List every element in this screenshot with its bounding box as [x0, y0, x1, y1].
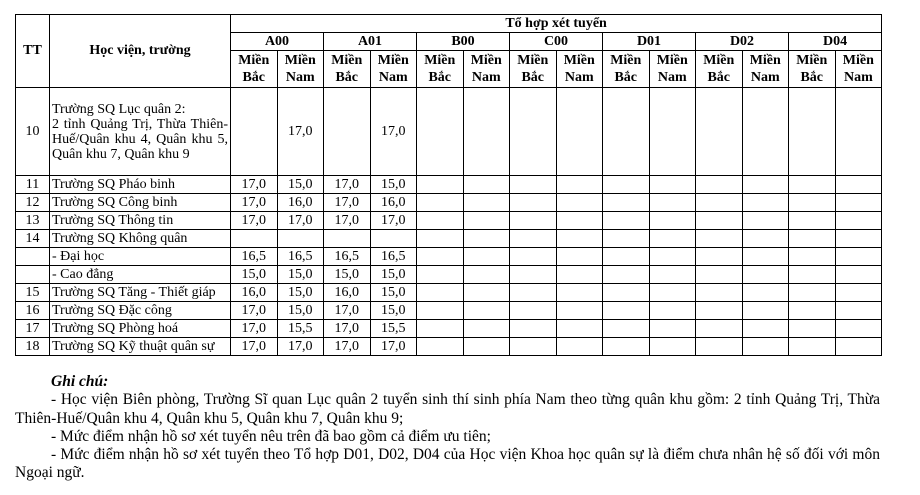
score-cell: 15,0: [370, 176, 417, 194]
score-cell: [324, 230, 371, 248]
score-cell: [789, 284, 836, 302]
row-index: 12: [16, 194, 50, 212]
row-index: 17: [16, 320, 50, 338]
score-cell: 17,0: [370, 212, 417, 230]
row-index: 18: [16, 338, 50, 356]
header-d02-south: Miền Nam: [742, 51, 789, 88]
header-d04-south: Miền Nam: [835, 51, 882, 88]
header-d01-south: Miền Nam: [649, 51, 696, 88]
score-cell: [556, 230, 603, 248]
score-cell: [603, 338, 650, 356]
score-cell: 17,0: [324, 212, 371, 230]
score-cell: 17,0: [231, 176, 278, 194]
score-cell: [417, 302, 464, 320]
table-body: [16, 88, 882, 356]
score-cell: 15,0: [277, 284, 324, 302]
score-cell: [649, 338, 696, 356]
score-cell: [417, 88, 464, 176]
score-cell: [603, 302, 650, 320]
score-cell: [510, 284, 557, 302]
score-cell: [696, 212, 743, 230]
note-item: - Mức điểm nhận hồ sơ xét tuyển nêu trên đã bao gồm cả điểm ưu tiên;: [51, 427, 491, 445]
header-combo-a00: A00: [231, 33, 324, 51]
score-cell: [463, 88, 510, 176]
score-cell: [649, 176, 696, 194]
score-cell: 16,5: [231, 248, 278, 266]
score-cell: [556, 176, 603, 194]
score-cell: [835, 302, 882, 320]
header-b00-south: Miền Nam: [463, 51, 510, 88]
header-a01-north: Miền Bắc: [324, 51, 371, 88]
table-row: [16, 88, 882, 176]
score-cell: [835, 338, 882, 356]
score-cell: [463, 338, 510, 356]
score-cell: [556, 302, 603, 320]
header-d01-north: Miền Bắc: [603, 51, 650, 88]
row-index: [16, 266, 50, 284]
score-cell: 16,5: [277, 248, 324, 266]
score-cell: [556, 88, 603, 176]
score-cell: [789, 320, 836, 338]
score-cell: 17,0: [324, 194, 371, 212]
score-cell: [603, 230, 650, 248]
score-cell: [835, 230, 882, 248]
table-row: [16, 284, 882, 302]
score-cell: 17,0: [324, 338, 371, 356]
score-cell: [510, 302, 557, 320]
score-cell: [370, 230, 417, 248]
score-cell: 17,0: [231, 338, 278, 356]
table-header: [16, 15, 882, 88]
header-combo-d04: D04: [789, 33, 882, 51]
score-cell: [603, 194, 650, 212]
score-cell: [463, 320, 510, 338]
header-combo-b00: B00: [417, 33, 510, 51]
score-cell: [789, 248, 836, 266]
score-cell: 15,0: [277, 176, 324, 194]
score-cell: [835, 248, 882, 266]
header-combo-a01: A01: [324, 33, 417, 51]
score-cell: [835, 320, 882, 338]
score-cell: [696, 338, 743, 356]
header-d04-north: Miền Bắc: [789, 51, 836, 88]
score-cell: [742, 320, 789, 338]
score-cell: [603, 284, 650, 302]
institution-name: - Đại học: [50, 248, 231, 266]
table-row: [16, 194, 882, 212]
score-cell: [556, 194, 603, 212]
score-cell: [742, 212, 789, 230]
row-index: [16, 248, 50, 266]
score-cell: [742, 266, 789, 284]
score-cell: 17,0: [231, 302, 278, 320]
score-cell: [277, 230, 324, 248]
score-cell: [556, 320, 603, 338]
score-cell: [603, 176, 650, 194]
table-row: [16, 212, 882, 230]
score-cell: [649, 320, 696, 338]
score-cell: [556, 284, 603, 302]
score-cell: [789, 338, 836, 356]
score-cell: 16,0: [231, 284, 278, 302]
score-cell: [789, 212, 836, 230]
score-cell: 15,0: [324, 266, 371, 284]
header-d02-north: Miền Bắc: [696, 51, 743, 88]
score-cell: [417, 176, 464, 194]
score-cell: [789, 230, 836, 248]
score-cell: [835, 88, 882, 176]
score-cell: [742, 88, 789, 176]
score-cell: [696, 320, 743, 338]
score-cell: [556, 212, 603, 230]
score-cell: [696, 194, 743, 212]
score-cell: 17,0: [231, 194, 278, 212]
score-cell: 15,0: [370, 266, 417, 284]
institution-name: Trường SQ Tăng - Thiết giáp: [50, 284, 231, 302]
score-cell: [835, 194, 882, 212]
score-cell: [556, 266, 603, 284]
institution-name: Trường SQ Không quân: [50, 230, 231, 248]
score-cell: [649, 194, 696, 212]
score-cell: [556, 248, 603, 266]
score-cell: [231, 88, 278, 176]
score-cell: [231, 230, 278, 248]
score-cell: [742, 176, 789, 194]
score-cell: [603, 320, 650, 338]
score-cell: [463, 266, 510, 284]
score-cell: [789, 88, 836, 176]
score-cell: 17,0: [277, 88, 324, 176]
score-cell: [649, 212, 696, 230]
score-cell: [742, 194, 789, 212]
score-cell: [696, 248, 743, 266]
score-cell: 15,5: [370, 320, 417, 338]
score-cell: [324, 88, 371, 176]
row-index: 15: [16, 284, 50, 302]
row-index: 11: [16, 176, 50, 194]
score-cell: [417, 338, 464, 356]
score-cell: [742, 302, 789, 320]
score-cell: [510, 266, 557, 284]
row-index: 13: [16, 212, 50, 230]
table-row: [16, 248, 882, 266]
score-cell: [603, 88, 650, 176]
score-cell: [696, 230, 743, 248]
institution-name: Trường SQ Pháo binh: [50, 176, 231, 194]
score-cell: [742, 230, 789, 248]
score-cell: [835, 176, 882, 194]
score-cell: [696, 266, 743, 284]
score-cell: 17,0: [324, 320, 371, 338]
score-cell: [696, 88, 743, 176]
row-index: 16: [16, 302, 50, 320]
header-a00-north: Miền Bắc: [231, 51, 278, 88]
score-cell: [649, 88, 696, 176]
institution-name-line: 2 tỉnh Quảng Trị, Thừa Thiên-Huế/Quân khu 4, Quân khu 5, Quân khu 7, Quân khu 9: [52, 116, 228, 162]
score-cell: 16,0: [370, 194, 417, 212]
score-cell: [789, 176, 836, 194]
score-cell: 15,5: [277, 320, 324, 338]
score-cell: [649, 230, 696, 248]
score-cell: [463, 194, 510, 212]
header-institution: Học viện, trường: [50, 15, 231, 88]
score-cell: 15,0: [370, 302, 417, 320]
note-item: - Mức điểm nhận hồ sơ xét tuyển theo Tổ hợp D01, D02, D04 của Học viện Khoa học quân sự là điểm chưa nhân hệ số đối với môn Ngoại ngữ.: [15, 446, 880, 482]
header-a00-south: Miền Nam: [277, 51, 324, 88]
score-cell: [417, 194, 464, 212]
header-a01-south: Miền Nam: [370, 51, 417, 88]
score-cell: [463, 176, 510, 194]
score-cell: 17,0: [231, 320, 278, 338]
notes-title: Ghi chú:: [51, 373, 109, 390]
note-item: - Học viện Biên phòng, Trường Sĩ quan Lục quân 2 tuyển sinh thí sinh phía Nam theo từng quân khu gồm: 2 tỉnh Quảng Trị, Thừa Thiên-Huế/Quân khu 4, Quân khu 5, Quân khu 7, Quân khu 9;: [15, 391, 880, 427]
score-cell: [417, 248, 464, 266]
header-c00-south: Miền Nam: [556, 51, 603, 88]
header-tt: TT: [16, 15, 50, 88]
score-cell: [789, 194, 836, 212]
score-cell: [463, 212, 510, 230]
score-cell: [649, 248, 696, 266]
score-cell: [835, 266, 882, 284]
score-cell: [696, 284, 743, 302]
score-cell: [463, 248, 510, 266]
notes-section: [15, 373, 880, 483]
header-b00-north: Miền Bắc: [417, 51, 464, 88]
institution-name-line: Trường SQ Lục quân 2:: [52, 101, 186, 117]
score-cell: [463, 284, 510, 302]
table-row: [16, 230, 882, 248]
score-cell: [696, 176, 743, 194]
score-cell: [742, 338, 789, 356]
score-cell: [603, 212, 650, 230]
row-index: 10: [16, 88, 50, 176]
score-cell: [556, 338, 603, 356]
score-cell: 16,0: [324, 284, 371, 302]
score-cell: 17,0: [370, 338, 417, 356]
score-cell: [603, 266, 650, 284]
score-cell: [417, 320, 464, 338]
table-row: [16, 176, 882, 194]
institution-name: Trường SQ Kỹ thuật quân sự: [50, 338, 231, 356]
score-cell: [510, 230, 557, 248]
header-combination-group: Tổ hợp xét tuyển: [231, 15, 882, 33]
score-cell: [649, 266, 696, 284]
score-cell: [510, 338, 557, 356]
score-cell: [510, 212, 557, 230]
header-combo-c00: C00: [510, 33, 603, 51]
score-cell: 17,0: [324, 302, 371, 320]
score-cell: 16,5: [370, 248, 417, 266]
header-combo-d02: D02: [696, 33, 789, 51]
table-row: [16, 302, 882, 320]
score-cell: 15,0: [231, 266, 278, 284]
score-cell: [742, 284, 789, 302]
score-cell: [510, 176, 557, 194]
score-cell: [417, 230, 464, 248]
score-cell: [696, 302, 743, 320]
score-cell: 15,0: [277, 302, 324, 320]
institution-name: - Cao đẳng: [50, 266, 231, 284]
institution-name: Trường SQ Công binh: [50, 194, 231, 212]
score-cell: 17,0: [277, 212, 324, 230]
score-cell: [417, 212, 464, 230]
score-cell: [649, 302, 696, 320]
institution-name: Trường SQ Thông tin: [50, 212, 231, 230]
row-index: 14: [16, 230, 50, 248]
score-cell: 17,0: [277, 338, 324, 356]
score-cell: [510, 88, 557, 176]
institution-name: Trường SQ Đặc công: [50, 302, 231, 320]
admission-scores-table: [15, 14, 882, 356]
score-cell: 15,0: [277, 266, 324, 284]
table-row: [16, 338, 882, 356]
score-cell: [510, 194, 557, 212]
institution-name: [50, 88, 231, 176]
score-cell: 16,5: [324, 248, 371, 266]
score-cell: 17,0: [324, 176, 371, 194]
score-cell: [463, 230, 510, 248]
institution-name: Trường SQ Phòng hoá: [50, 320, 231, 338]
score-cell: [510, 248, 557, 266]
score-cell: [835, 284, 882, 302]
score-cell: [463, 302, 510, 320]
header-combo-d01: D01: [603, 33, 696, 51]
score-cell: [789, 266, 836, 284]
score-cell: 17,0: [370, 88, 417, 176]
score-cell: [417, 284, 464, 302]
table-row: [16, 320, 882, 338]
score-cell: [417, 266, 464, 284]
score-cell: [789, 302, 836, 320]
score-cell: 17,0: [231, 212, 278, 230]
score-cell: [510, 320, 557, 338]
score-cell: [742, 248, 789, 266]
header-c00-north: Miền Bắc: [510, 51, 557, 88]
table-row: [16, 266, 882, 284]
score-cell: [603, 248, 650, 266]
score-cell: 15,0: [370, 284, 417, 302]
score-cell: [835, 212, 882, 230]
score-cell: [649, 284, 696, 302]
score-cell: 16,0: [277, 194, 324, 212]
